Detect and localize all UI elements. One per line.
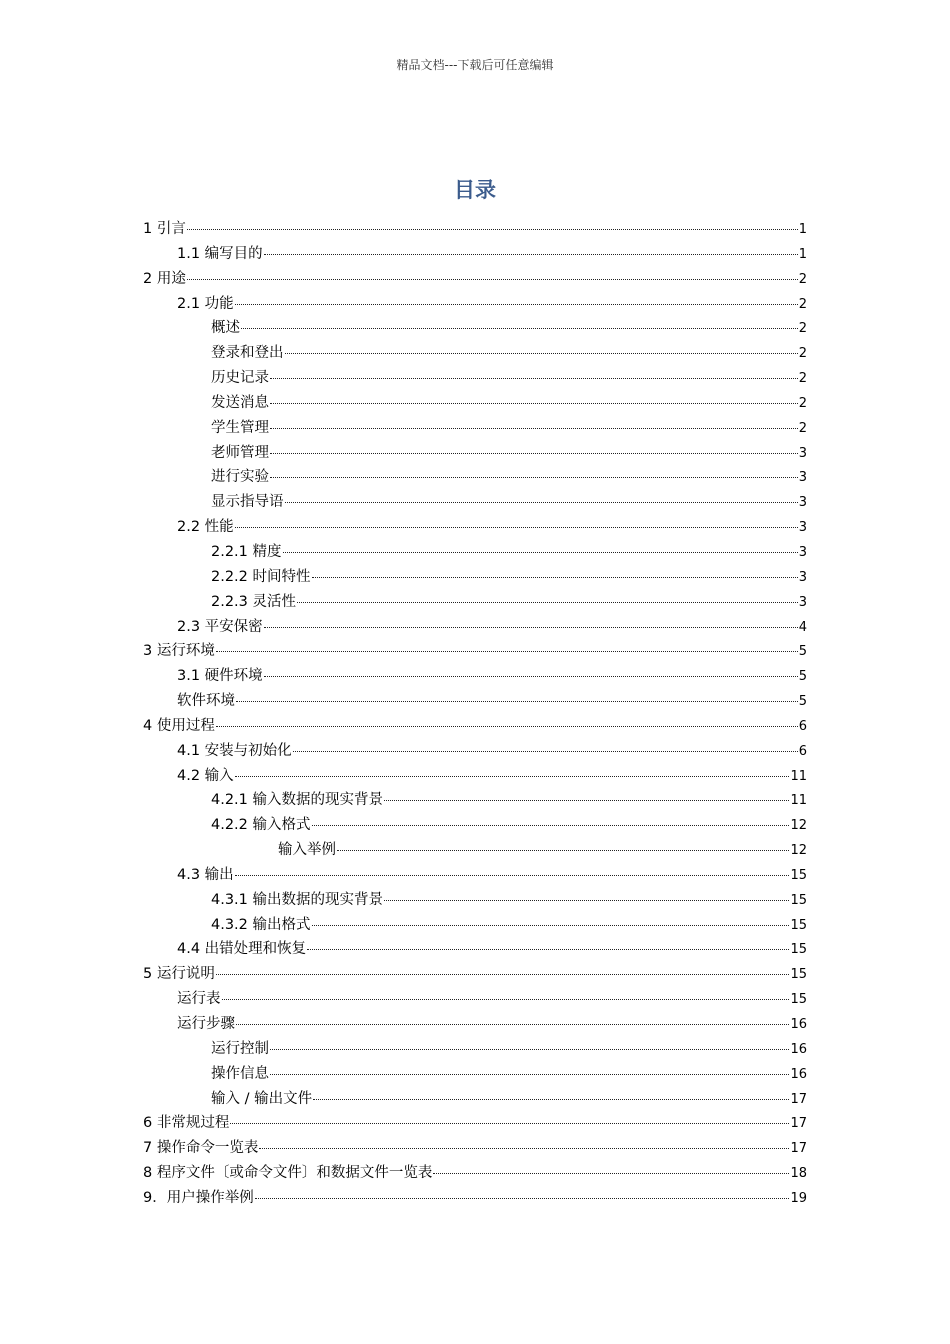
toc-entry-label: 4.2.2 输入格式 [211,817,311,834]
toc-entry-label: 学生管理 [211,419,269,436]
toc-entry-label: 4.3.1 输出数据的现实背景 [211,891,384,908]
toc-title: 目录 [454,178,496,202]
toc-entry-page-number: 2 [798,371,807,387]
dot-leader [312,577,798,578]
toc-entry-label: 1.1 编写目的 [177,245,263,262]
toc-entry-page-number: 3 [798,470,807,486]
dot-leader [216,726,798,727]
toc-entry[interactable] [143,764,807,789]
toc-entry-page-number: 1 [798,222,807,237]
toc-entry-page-number: 19 [790,1190,807,1206]
toc-entry[interactable] [143,292,807,317]
dot-leader [283,552,798,553]
dot-leader [297,602,798,603]
toc-entry-label: 4.4 出错处理和恢复 [177,941,307,958]
dot-leader [241,328,798,329]
toc-entry-label: 输入 / 输出文件 [211,1090,313,1107]
toc-entry[interactable] [143,217,807,242]
toc-entry-page-number: 17 [790,1116,807,1132]
toc-entry[interactable] [143,1012,807,1037]
toc-entry-page-number: 18 [790,1166,807,1182]
dot-leader [285,353,798,354]
toc-entry-label: 显示指导语 [211,494,284,511]
toc-entry-page-number: 12 [790,818,807,834]
toc-entry-page-number: 2 [798,346,807,362]
toc-entry[interactable] [143,689,807,714]
dot-leader [236,1024,789,1025]
toc-entry[interactable] [143,813,807,838]
toc-entry-page-number: 15 [790,992,807,1008]
toc-entry-page-number: 6 [798,718,807,734]
dot-leader [384,800,789,801]
toc-entry[interactable] [143,863,807,888]
toc-entry-page-number: 3 [798,495,807,511]
toc-entry-page-number: 3 [798,544,807,560]
toc-entry[interactable] [143,714,807,739]
dot-leader [270,428,798,429]
dot-leader [384,900,789,901]
toc-entry-label: 登录和登出 [211,345,284,362]
toc-entry-page-number: 4 [798,619,807,635]
toc-entry[interactable] [143,1111,807,1136]
toc-entry[interactable] [143,962,807,987]
toc-entry[interactable] [143,565,807,590]
dot-leader [307,949,789,950]
toc-entry-label: 历史记录 [211,370,269,387]
toc-entry-page-number: 16 [790,1066,807,1082]
toc-entry[interactable] [143,1136,807,1161]
toc-entry[interactable] [143,515,807,540]
toc-entry[interactable] [143,465,807,490]
toc-entry[interactable] [143,913,807,938]
toc-entry-page-number: 17 [790,1141,807,1157]
dot-leader [255,1198,790,1199]
toc-entry-label: 4.3.2 输出格式 [211,916,311,933]
dot-leader [230,1123,789,1124]
toc-entry-label: 7 操作命令一览表 [143,1140,259,1157]
toc-entry[interactable] [143,490,807,515]
toc-entry[interactable] [143,615,807,640]
toc-entry[interactable] [143,267,807,292]
toc-entry[interactable] [143,416,807,441]
dot-leader [216,651,798,652]
toc-entry-page-number: 16 [790,1041,807,1057]
toc-entry[interactable] [143,590,807,615]
dot-leader [235,776,790,777]
toc-entry-page-number: 2 [798,395,807,411]
toc-entry-label: 运行步骤 [177,1016,235,1032]
toc-entry-page-number: 2 [798,296,807,312]
toc-entry-page-number: 15 [790,917,807,933]
toc-entry-label: 5 运行说明 [143,966,215,983]
toc-entry-page-number: 11 [790,793,807,809]
dot-leader [433,1173,789,1174]
toc-entry-page-number: 3 [798,594,807,610]
toc-entry-page-number: 5 [798,644,807,660]
toc-entry[interactable] [143,441,807,466]
toc-entry-page-number: 12 [790,843,807,859]
dot-leader [313,1099,789,1100]
dot-leader [337,850,789,851]
toc-entry-label: 4 使用过程 [143,717,215,734]
toc-entry[interactable] [143,664,807,689]
toc-entry[interactable] [143,1161,807,1186]
toc-entry-page-number: 2 [798,321,807,337]
toc-entry[interactable] [143,888,807,913]
toc-entry-page-number: 15 [790,867,807,883]
dot-leader [187,229,798,230]
dot-leader [285,502,798,503]
toc-entry[interactable] [143,987,807,1012]
toc-entry-label: 6 非常规过程 [143,1115,230,1132]
toc-entry-label: 2.1 功能 [177,295,234,312]
toc-entry-label: 2.2.2 时间特性 [211,568,311,585]
toc-entry-label: 8 程序文件〔或命令文件〕和数据文件一览表 [143,1165,433,1182]
dot-leader [236,701,798,702]
toc-entry[interactable] [143,739,807,764]
toc-entry-label: 2.3 平安保密 [177,618,263,635]
dot-leader [270,1049,789,1050]
toc-entry-label: 老师管理 [211,444,269,461]
dot-leader [187,279,798,280]
toc-entry-label: 概述 [211,320,240,337]
toc-entry[interactable] [143,366,807,391]
toc-entry[interactable] [143,937,807,962]
toc-entry-page-number: 2 [798,271,807,287]
dot-leader [270,1074,789,1075]
toc-entry-label: 4.3 输出 [177,866,234,883]
toc-entry[interactable] [143,1037,807,1062]
toc-entry-page-number: 15 [790,892,807,908]
toc-entry[interactable] [143,788,807,813]
toc-entry-page-number: 6 [798,743,807,759]
toc-entry-label: 运行控制 [211,1040,269,1057]
toc-entry-page-number: 15 [790,942,807,958]
toc-entry-label: 输入举例 [278,842,336,859]
toc-entry[interactable] [143,242,807,267]
toc-entry-page-number: 16 [790,1017,807,1032]
dot-leader [259,1148,789,1149]
toc-entry-label: 3.1 硬件环境 [177,668,263,685]
toc-entry-page-number: 17 [790,1091,807,1107]
toc-entry[interactable] [143,639,807,664]
dot-leader [235,527,798,528]
dot-leader [235,304,798,305]
toc-entry-label: 2.2.3 灵活性 [211,593,297,610]
toc-entry-label: 1 引言 [143,221,186,237]
toc-entry[interactable] [143,341,807,366]
toc-entry-label: 操作信息 [211,1065,269,1082]
toc-entry-page-number: 5 [798,694,807,710]
toc-entry-label: 2 用途 [143,270,186,287]
toc-entry-label: 2.2 性能 [177,519,234,536]
toc-entry-label: 软件环境 [177,693,235,710]
toc-entry[interactable] [143,1062,807,1087]
dot-leader [235,875,790,876]
dot-leader [312,925,790,926]
toc-entry-label: 2.2.1 精度 [211,543,282,560]
toc-entry-page-number: 2 [798,420,807,436]
toc-entry[interactable] [143,838,807,863]
toc-entry[interactable] [143,316,807,341]
toc-entry-page-number: 3 [798,445,807,461]
dot-leader [264,627,798,628]
toc-entry-page-number: 1 [798,246,807,262]
toc-entry-page-number: 15 [790,967,807,983]
dot-leader [270,378,798,379]
page-header: 精品文档---下载后可任意编辑 [396,58,554,72]
toc-entry-label: 3 运行环境 [143,643,215,660]
toc-entry-page-number: 3 [798,569,807,585]
table-of-contents [143,217,807,1211]
toc-entry[interactable] [143,1186,807,1211]
dot-leader [264,676,798,677]
dot-leader [264,254,798,255]
toc-entry-page-number: 5 [798,669,807,685]
toc-entry[interactable] [143,1087,807,1112]
toc-entry-label: 运行表 [177,991,221,1008]
dot-leader [216,974,790,975]
toc-entry[interactable] [143,391,807,416]
dot-leader [222,999,790,1000]
toc-entry-label: 发送消息 [211,394,269,411]
toc-entry-label: 9．用户操作举例 [143,1189,254,1206]
dot-leader [270,477,798,478]
dot-leader [270,403,798,404]
toc-entry-page-number: 3 [798,520,807,536]
toc-entry-label: 4.2 输入 [177,767,234,784]
dot-leader [270,453,798,454]
toc-entry-label: 进行实验 [211,469,269,486]
toc-entry[interactable] [143,540,807,565]
dot-leader [293,751,798,752]
toc-entry-label: 4.2.1 输入数据的现实背景 [211,792,384,809]
dot-leader [312,825,790,826]
toc-entry-page-number: 11 [790,768,807,784]
toc-entry-label: 4.1 安装与初始化 [177,742,292,759]
